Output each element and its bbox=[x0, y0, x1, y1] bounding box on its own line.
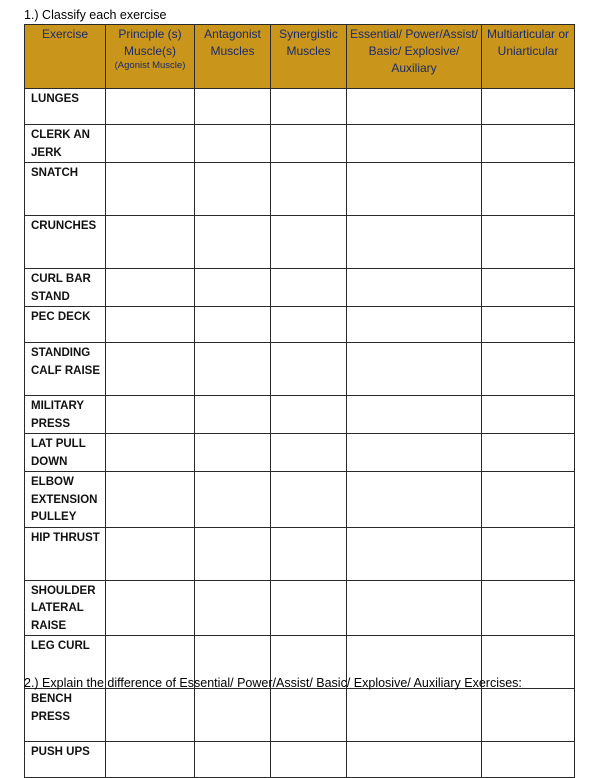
exercise-name-cell: CLERK AN JERK bbox=[25, 125, 106, 163]
answer-cell[interactable] bbox=[271, 742, 347, 778]
exercise-name-cell: LEG CURL bbox=[25, 636, 106, 689]
answer-cell[interactable] bbox=[482, 163, 575, 216]
answer-cell[interactable] bbox=[271, 89, 347, 125]
answer-cell[interactable] bbox=[106, 307, 195, 343]
answer-cell[interactable] bbox=[347, 527, 482, 580]
answer-cell[interactable] bbox=[482, 307, 575, 343]
table-row bbox=[25, 343, 575, 396]
answer-cell[interactable] bbox=[347, 163, 482, 216]
table-row bbox=[25, 689, 575, 742]
answer-cell[interactable] bbox=[347, 216, 482, 269]
answer-cell[interactable] bbox=[347, 396, 482, 434]
exercise-name-cell: HIP THRUST bbox=[25, 527, 106, 580]
answer-cell[interactable] bbox=[482, 343, 575, 396]
answer-cell[interactable] bbox=[482, 434, 575, 472]
exercise-name-cell: SNATCH bbox=[25, 163, 106, 216]
answer-cell[interactable] bbox=[195, 742, 271, 778]
answer-cell[interactable] bbox=[106, 580, 195, 636]
answer-cell[interactable] bbox=[195, 580, 271, 636]
answer-cell[interactable] bbox=[195, 434, 271, 472]
answer-cell[interactable] bbox=[271, 472, 347, 528]
answer-cell[interactable] bbox=[482, 125, 575, 163]
answer-cell[interactable] bbox=[347, 125, 482, 163]
answer-cell[interactable] bbox=[106, 527, 195, 580]
answer-cell[interactable] bbox=[195, 89, 271, 125]
answer-cell[interactable] bbox=[347, 434, 482, 472]
answer-cell[interactable] bbox=[482, 269, 575, 307]
answer-cell[interactable] bbox=[271, 125, 347, 163]
answer-cell[interactable] bbox=[482, 472, 575, 528]
answer-cell[interactable] bbox=[347, 89, 482, 125]
exercise-name-cell: LUNGES bbox=[25, 89, 106, 125]
answer-cell[interactable] bbox=[347, 472, 482, 528]
answer-cell[interactable] bbox=[347, 269, 482, 307]
answer-cell[interactable] bbox=[195, 269, 271, 307]
answer-cell[interactable] bbox=[482, 89, 575, 125]
table-row bbox=[25, 396, 575, 434]
answer-cell[interactable] bbox=[482, 580, 575, 636]
answer-cell[interactable] bbox=[482, 689, 575, 742]
table-row bbox=[25, 472, 575, 528]
answer-cell[interactable] bbox=[195, 343, 271, 396]
column-header-antagonist: Antagonist Muscles bbox=[195, 25, 271, 89]
answer-cell[interactable] bbox=[347, 307, 482, 343]
exercise-name-cell: LAT PULL DOWN bbox=[25, 434, 106, 472]
answer-cell[interactable] bbox=[195, 689, 271, 742]
table-row bbox=[25, 527, 575, 580]
answer-cell[interactable] bbox=[482, 396, 575, 434]
answer-cell[interactable] bbox=[106, 689, 195, 742]
answer-cell[interactable] bbox=[195, 307, 271, 343]
answer-cell[interactable] bbox=[195, 396, 271, 434]
exercise-name-cell: PUSH UPS bbox=[25, 742, 106, 778]
table-row bbox=[25, 163, 575, 216]
answer-cell[interactable] bbox=[106, 89, 195, 125]
question-2-text: 2.) Explain the difference of Essential/ Power/Assist/ Basic/ Explosive/ Auxiliary Exercises: bbox=[24, 676, 522, 690]
exercise-name-cell: STANDING CALF RAISE bbox=[25, 343, 106, 396]
answer-cell[interactable] bbox=[195, 163, 271, 216]
table-row bbox=[25, 125, 575, 163]
answer-cell[interactable] bbox=[195, 125, 271, 163]
answer-cell[interactable] bbox=[271, 580, 347, 636]
answer-cell[interactable] bbox=[106, 125, 195, 163]
table-row bbox=[25, 216, 575, 269]
answer-cell[interactable] bbox=[271, 396, 347, 434]
exercise-name-cell: PEC DECK bbox=[25, 307, 106, 343]
exercise-name-cell: CRUNCHES bbox=[25, 216, 106, 269]
answer-cell[interactable] bbox=[271, 343, 347, 396]
column-header-exercise: Exercise bbox=[25, 25, 106, 89]
column-header-principle-muscles: Principle (s) Muscle(s) (Agonist Muscle) bbox=[106, 25, 195, 89]
answer-cell[interactable] bbox=[271, 269, 347, 307]
table-row bbox=[25, 742, 575, 778]
exercise-name-cell: SHOULDER LATERAL RAISE bbox=[25, 580, 106, 636]
column-header-articulation: Multiarticular or Uniarticular bbox=[482, 25, 575, 89]
answer-cell[interactable] bbox=[106, 472, 195, 528]
answer-cell[interactable] bbox=[106, 269, 195, 307]
answer-cell[interactable] bbox=[106, 216, 195, 269]
column-header-synergistic: Synergistic Muscles bbox=[271, 25, 347, 89]
answer-cell[interactable] bbox=[271, 434, 347, 472]
answer-cell[interactable] bbox=[195, 216, 271, 269]
table-row bbox=[25, 269, 575, 307]
answer-cell[interactable] bbox=[482, 216, 575, 269]
table-row bbox=[25, 580, 575, 636]
answer-cell[interactable] bbox=[195, 527, 271, 580]
answer-cell[interactable] bbox=[106, 163, 195, 216]
answer-cell[interactable] bbox=[195, 472, 271, 528]
answer-cell[interactable] bbox=[271, 689, 347, 742]
answer-cell[interactable] bbox=[271, 307, 347, 343]
table-row bbox=[25, 434, 575, 472]
header-row bbox=[25, 25, 575, 89]
answer-cell[interactable] bbox=[271, 163, 347, 216]
column-header-principle-sub: (Agonist Muscle) bbox=[114, 60, 186, 71]
answer-cell[interactable] bbox=[106, 396, 195, 434]
answer-cell[interactable] bbox=[106, 434, 195, 472]
question-1-title: 1.) Classify each exercise bbox=[24, 8, 167, 22]
answer-cell[interactable] bbox=[106, 343, 195, 396]
answer-cell[interactable] bbox=[482, 742, 575, 778]
answer-cell[interactable] bbox=[347, 580, 482, 636]
column-header-exercise-type: Essential/ Power/Assist/ Basic/ Explosive/ Auxiliary bbox=[347, 25, 482, 89]
answer-cell[interactable] bbox=[482, 527, 575, 580]
exercise-name-cell: MILITARY PRESS bbox=[25, 396, 106, 434]
answer-cell[interactable] bbox=[347, 689, 482, 742]
exercise-name-cell: ELBOW EXTENSION PULLEY bbox=[25, 472, 106, 528]
table-row bbox=[25, 89, 575, 125]
answer-cell[interactable] bbox=[106, 742, 195, 778]
exercise-name-cell: CURL BAR STAND bbox=[25, 269, 106, 307]
exercise-classification-table bbox=[24, 24, 575, 778]
answer-cell[interactable] bbox=[271, 216, 347, 269]
answer-cell[interactable] bbox=[347, 742, 482, 778]
table-row bbox=[25, 307, 575, 343]
answer-cell[interactable] bbox=[347, 343, 482, 396]
answer-cell[interactable] bbox=[271, 527, 347, 580]
exercise-name-cell: BENCH PRESS bbox=[25, 689, 106, 742]
